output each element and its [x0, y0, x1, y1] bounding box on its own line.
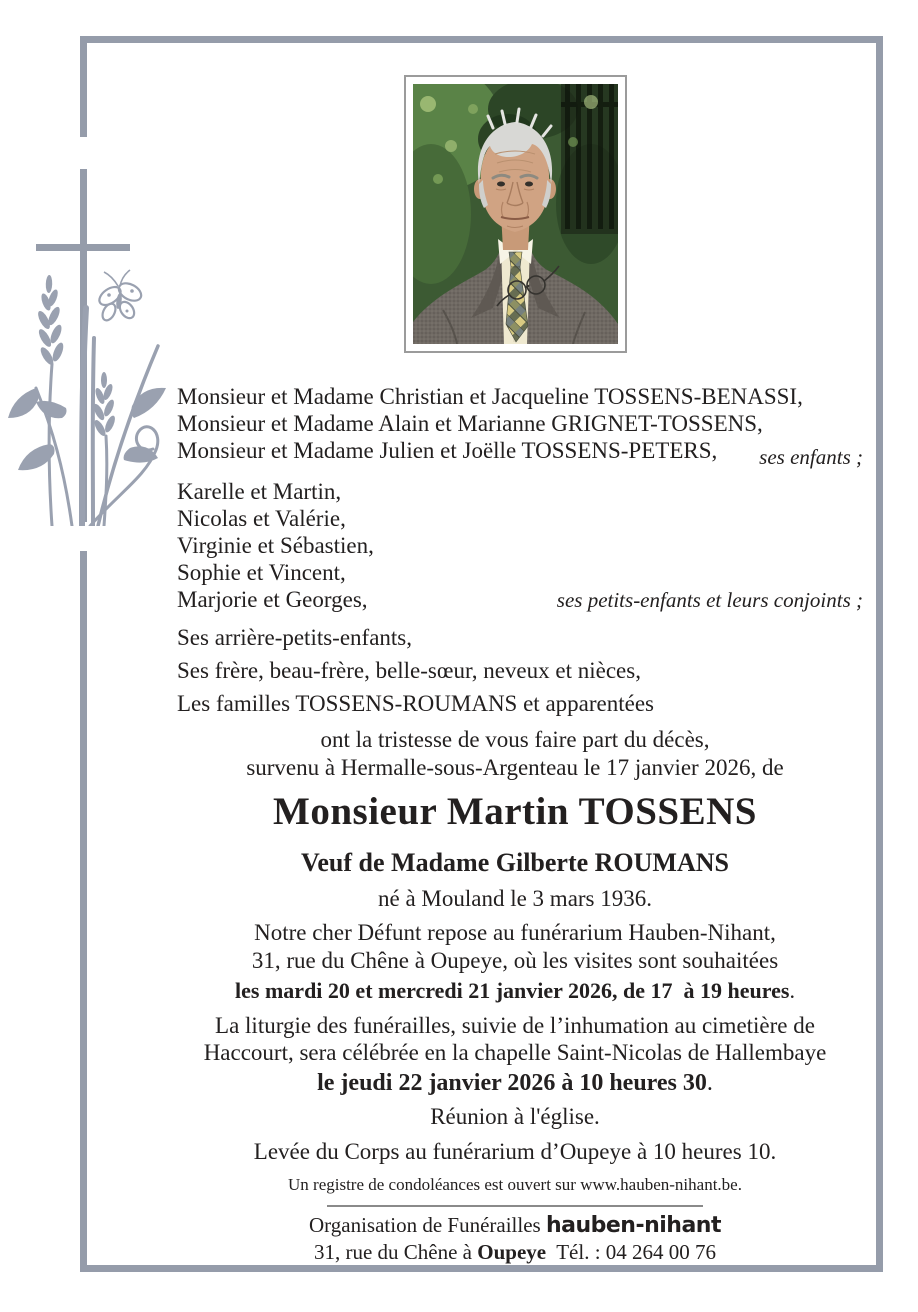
visitation-dates-line	[170, 978, 860, 1004]
reunion-line: Réunion à l'église.	[430, 1104, 600, 1129]
frame-top-line	[80, 36, 883, 43]
families-line: Les familles TOSSENS-ROUMANS et apparentées	[177, 691, 654, 716]
funeral-date-line	[170, 1070, 860, 1097]
address-street: 31, rue du Chêne à	[313, 1240, 478, 1264]
funeral-date-bold: le jeudi 22 janvier 2026 à 10 heures 30	[317, 1070, 707, 1096]
wheat-butterfly-ornament-icon	[6, 268, 176, 531]
frame-right-line	[876, 36, 883, 1272]
organisation-line	[170, 1213, 860, 1238]
children-line-1: Monsieur et Madame Christian et Jacqueline TOSSENS-BENASSI,	[177, 384, 803, 409]
address-line	[170, 1240, 860, 1265]
frame-bottom-line	[80, 1265, 883, 1272]
deceased-portrait-photo	[404, 75, 627, 353]
visitation-line-2: 31, rue du Chêne à Oupeye, où les visites sont souhaitées	[251, 948, 779, 973]
intro-line-2: survenu à Hermalle-sous-Argenteau le 17 janvier 2026, de	[246, 755, 784, 780]
grandchildren-line-1: Karelle et Martin,	[177, 479, 342, 504]
visitation-dates-period: .	[789, 978, 795, 1003]
organisation-prefix: Organisation de Funérailles	[308, 1213, 546, 1237]
grandchildren-line-5: Marjorie et Georges,	[177, 587, 368, 612]
visitation-dates-bold: les mardi 20 et mercredi 21 janvier 2026, de 17 à 19 heures	[235, 978, 790, 1003]
address-phone: Tél. : 04 264 00 76	[546, 1240, 717, 1264]
grandchildren-note: ses petits-enfants et leurs conjoints ;	[556, 588, 863, 612]
cross-icon	[36, 244, 130, 251]
deceased-name-title: Monsieur Martin TOSSENS	[273, 790, 757, 833]
grandchildren-line-2: Nicolas et Valérie,	[177, 506, 346, 531]
children-line-3: Monsieur et Madame Julien et Joëlle TOSSENS-PETERS,	[177, 438, 718, 463]
funeral-line-1: La liturgie des funérailles, suivie de l’inhumation au cimetière de	[215, 1013, 815, 1038]
children-line-2: Monsieur et Madame Alain et Marianne GRIGNET-TOSSENS,	[177, 411, 763, 436]
visitation-line-1: Notre cher Défunt repose au funérarium Hauben-Nihant,	[254, 920, 776, 945]
children-note: ses enfants ;	[759, 445, 863, 469]
birth-line: né à Mouland le 3 mars 1936.	[377, 886, 653, 911]
widower-line: Veuf de Madame Gilberte ROUMANS	[301, 848, 729, 877]
levee-line: Levée du Corps au funérarium d’Oupeye à 10 heures 10.	[253, 1139, 777, 1164]
intro-line-1: ont la tristesse de vous faire part du décès,	[320, 727, 710, 752]
funeral-line-2: Haccourt, sera célébrée en la chapelle Saint-Nicolas de Hallembaye	[203, 1040, 827, 1065]
grandchildren-list	[177, 478, 374, 613]
frame-left-line-segment-3	[80, 551, 87, 1265]
footer-divider	[327, 1205, 703, 1207]
children-list	[177, 383, 803, 464]
register-line: Un registre de condoléances est ouvert sur www.hauben-nihant.be.	[288, 1175, 742, 1194]
great-grandchildren-line: Ses arrière-petits-enfants,	[177, 625, 413, 650]
funeral-date-period: .	[706, 1070, 713, 1096]
funeral-home-logo: hauben-nihant	[545, 1213, 721, 1238]
grandchildren-line-3: Virginie et Sébastien,	[177, 533, 374, 558]
siblings-line: Ses frère, beau-frère, belle-sœur, neveux et nièces,	[177, 658, 641, 683]
address-city: Oupeye	[477, 1240, 547, 1264]
frame-left-line-segment-1	[80, 36, 87, 137]
grandchildren-line-4: Sophie et Vincent,	[177, 560, 346, 585]
